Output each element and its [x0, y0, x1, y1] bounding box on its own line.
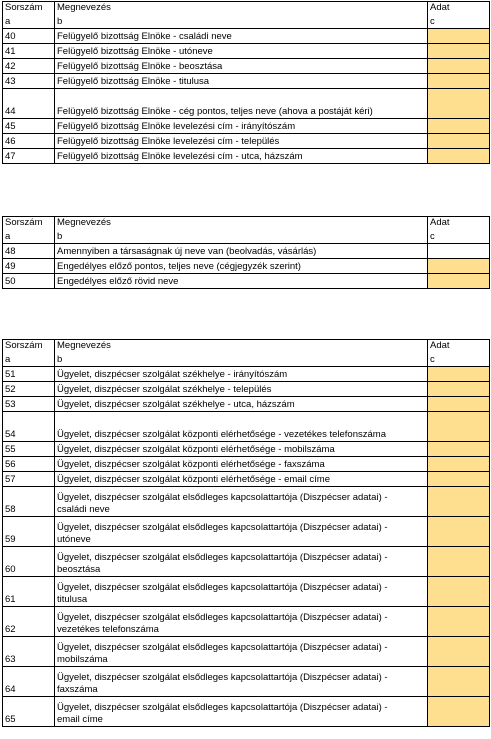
row-number: 55 — [3, 442, 55, 457]
table-row — [3, 472, 490, 487]
row-label — [55, 697, 428, 727]
table-row — [3, 367, 490, 382]
row-number: 58 — [3, 487, 55, 517]
header-sub-b: b — [55, 354, 428, 367]
table-row — [3, 44, 490, 59]
data-input-cell[interactable] — [428, 457, 490, 472]
row-number: 48 — [3, 244, 55, 259]
row-label-line2: faxszáma — [57, 684, 98, 695]
data-input-cell[interactable] — [428, 517, 490, 547]
data-input-cell[interactable] — [428, 29, 490, 44]
header-sorszam: Sorszám — [3, 2, 55, 17]
row-label: Ügyelet, diszpécser szolgálat központi elérhetősége - faxszáma — [55, 457, 428, 472]
row-label-line1: Ügyelet, diszpécser szolgálat elsődleges kapcsolattartója (Diszpécser adatai) - — [57, 642, 388, 653]
row-number: 65 — [3, 697, 55, 727]
data-input-cell[interactable] — [428, 697, 490, 727]
row-label: Engedélyes előző pontos, teljes neve (cégjegyzék szerint) — [55, 259, 428, 274]
row-label-line1: Ügyelet, diszpécser szolgálat elsődleges kapcsolattartója (Diszpécser adatai) - — [57, 492, 388, 503]
data-input-cell[interactable] — [428, 412, 490, 442]
row-label-line2: email címe — [57, 714, 103, 725]
header-sorszam: Sorszám — [3, 217, 55, 232]
data-input-cell[interactable] — [428, 367, 490, 382]
table-row — [3, 487, 490, 517]
row-number: 60 — [3, 547, 55, 577]
row-label: Ügyelet, diszpécser szolgálat központi elérhetősége - mobilszáma — [55, 442, 428, 457]
header-megnevezes: Megnevezés — [55, 340, 428, 355]
header-sub-row — [3, 354, 490, 367]
data-input-cell[interactable] — [428, 259, 490, 274]
row-number: 62 — [3, 607, 55, 637]
header-sub-a: a — [3, 354, 55, 367]
header-sub-a: a — [3, 231, 55, 244]
header-sub-c: c — [428, 354, 490, 367]
row-label — [55, 667, 428, 697]
table-previous-name — [2, 216, 490, 289]
data-input-cell[interactable] — [428, 382, 490, 397]
row-number: 54 — [3, 412, 55, 442]
row-number: 43 — [3, 74, 55, 89]
header-sub-row — [3, 231, 490, 244]
row-label — [55, 487, 428, 517]
row-label: Ügyelet, diszpécser szolgálat központi elérhetősége - vezetékes telefonszáma — [55, 412, 428, 442]
header-sub-a: a — [3, 16, 55, 29]
row-label-line2: utóneve — [57, 534, 91, 545]
row-label — [55, 607, 428, 637]
row-label: Felügyelő bizottság Elnöke levelezési cím - település — [55, 134, 428, 149]
row-number: 45 — [3, 119, 55, 134]
data-input-cell[interactable] — [428, 487, 490, 517]
data-input-cell[interactable] — [428, 397, 490, 412]
row-label: Felügyelő bizottság Elnöke - családi neve — [55, 29, 428, 44]
row-number: 40 — [3, 29, 55, 44]
row-label: Felügyelő bizottság Elnöke - utóneve — [55, 44, 428, 59]
header-sub-row — [3, 16, 490, 29]
row-label-line1: Ügyelet, diszpécser szolgálat elsődleges kapcsolattartója (Diszpécser adatai) - — [57, 702, 388, 713]
table-dispatcher-service — [2, 339, 490, 727]
data-input-cell[interactable] — [428, 59, 490, 74]
row-label-line1: Ügyelet, diszpécser szolgálat elsődleges kapcsolattartója (Diszpécser adatai) - — [57, 612, 388, 623]
row-number: 49 — [3, 259, 55, 274]
header-sub-b: b — [55, 231, 428, 244]
table-row — [3, 667, 490, 697]
row-label-line1: Ügyelet, diszpécser szolgálat elsődleges kapcsolattartója (Diszpécser adatai) - — [57, 672, 388, 683]
row-label: Felügyelő bizottság Elnöke - beosztása — [55, 59, 428, 74]
table-row — [3, 697, 490, 727]
row-label — [55, 637, 428, 667]
row-number: 57 — [3, 472, 55, 487]
row-label-line1: Ügyelet, diszpécser szolgálat elsődleges kapcsolattartója (Diszpécser adatai) - — [57, 552, 388, 563]
row-label-line1: Ügyelet, diszpécser szolgálat elsődleges kapcsolattartója (Diszpécser adatai) - — [57, 582, 388, 593]
data-input-cell[interactable] — [428, 667, 490, 697]
row-label: Felügyelő bizottság Elnöke levelezési cím - irányítószám — [55, 119, 428, 134]
data-input-cell[interactable] — [428, 472, 490, 487]
table-row — [3, 259, 490, 274]
row-label: Amennyiben a társaságnak új neve van (beolvadás, vásárlás) — [55, 244, 428, 259]
row-label-line2: mobilszáma — [57, 654, 108, 665]
row-number: 44 — [3, 89, 55, 119]
data-input-cell[interactable] — [428, 44, 490, 59]
table-row — [3, 637, 490, 667]
row-number: 41 — [3, 44, 55, 59]
data-input-cell[interactable] — [428, 244, 490, 259]
row-label: Ügyelet, diszpécser szolgálat székhelye - utca, házszám — [55, 397, 428, 412]
header-row — [3, 217, 490, 232]
data-input-cell[interactable] — [428, 607, 490, 637]
row-label: Ügyelet, diszpécser szolgálat székhelye - irányítószám — [55, 367, 428, 382]
row-number: 64 — [3, 667, 55, 697]
row-label: Ügyelet, diszpécser szolgálat központi elérhetősége - email címe — [55, 472, 428, 487]
table-row — [3, 134, 490, 149]
row-number: 56 — [3, 457, 55, 472]
row-number: 61 — [3, 577, 55, 607]
data-input-cell[interactable] — [428, 89, 490, 119]
row-number: 46 — [3, 134, 55, 149]
header-megnevezes: Megnevezés — [55, 2, 428, 17]
header-adat: Adat — [428, 340, 490, 355]
row-label: Engedélyes előző rövid neve — [55, 274, 428, 289]
table-row — [3, 607, 490, 637]
row-label: Ügyelet, diszpécser szolgálat székhelye - település — [55, 382, 428, 397]
data-input-cell[interactable] — [428, 274, 490, 289]
data-input-cell[interactable] — [428, 442, 490, 457]
header-row — [3, 2, 490, 17]
table-row — [3, 274, 490, 289]
row-label-line2: beosztása — [57, 564, 101, 575]
row-number: 47 — [3, 149, 55, 164]
header-sorszam: Sorszám — [3, 340, 55, 355]
row-label: Felügyelő bizottság Elnöke levelezési cím - utca, házszám — [55, 149, 428, 164]
row-number: 51 — [3, 367, 55, 382]
data-input-cell[interactable] — [428, 119, 490, 134]
data-input-cell[interactable] — [428, 149, 490, 164]
data-input-cell[interactable] — [428, 637, 490, 667]
row-number: 52 — [3, 382, 55, 397]
table-row — [3, 89, 490, 119]
row-number: 42 — [3, 59, 55, 74]
table-supervisory-board-chair — [2, 1, 490, 164]
row-number: 50 — [3, 274, 55, 289]
table-row — [3, 517, 490, 547]
table-row — [3, 397, 490, 412]
header-sub-c: c — [428, 16, 490, 29]
row-label-line2: vezetékes telefonszáma — [57, 624, 159, 635]
data-input-cell[interactable] — [428, 134, 490, 149]
header-adat: Adat — [428, 217, 490, 232]
table-row — [3, 59, 490, 74]
table-row — [3, 577, 490, 607]
table-row — [3, 149, 490, 164]
row-number: 59 — [3, 517, 55, 547]
row-label-line2: titulusa — [57, 594, 88, 605]
row-label: Felügyelő bizottság Elnöke - cég pontos, teljes neve (ahova a postáját kéri) — [55, 89, 428, 119]
row-number: 63 — [3, 637, 55, 667]
data-input-cell[interactable] — [428, 577, 490, 607]
table-row — [3, 382, 490, 397]
row-label-line2: családi neve — [57, 504, 110, 515]
row-label: Felügyelő bizottság Elnöke - titulusa — [55, 74, 428, 89]
header-sub-b: b — [55, 16, 428, 29]
data-input-cell[interactable] — [428, 547, 490, 577]
table-row — [3, 244, 490, 259]
data-input-cell[interactable] — [428, 74, 490, 89]
row-label — [55, 517, 428, 547]
table-row — [3, 119, 490, 134]
row-number: 53 — [3, 397, 55, 412]
header-adat: Adat — [428, 2, 490, 17]
row-label — [55, 577, 428, 607]
table-row — [3, 29, 490, 44]
table-row — [3, 412, 490, 442]
table-row — [3, 74, 490, 89]
table-row — [3, 457, 490, 472]
header-sub-c: c — [428, 231, 490, 244]
row-label-line1: Ügyelet, diszpécser szolgálat elsődleges kapcsolattartója (Diszpécser adatai) - — [57, 522, 388, 533]
row-label — [55, 547, 428, 577]
table-row — [3, 442, 490, 457]
header-row — [3, 340, 490, 355]
table-row — [3, 547, 490, 577]
header-megnevezes: Megnevezés — [55, 217, 428, 232]
